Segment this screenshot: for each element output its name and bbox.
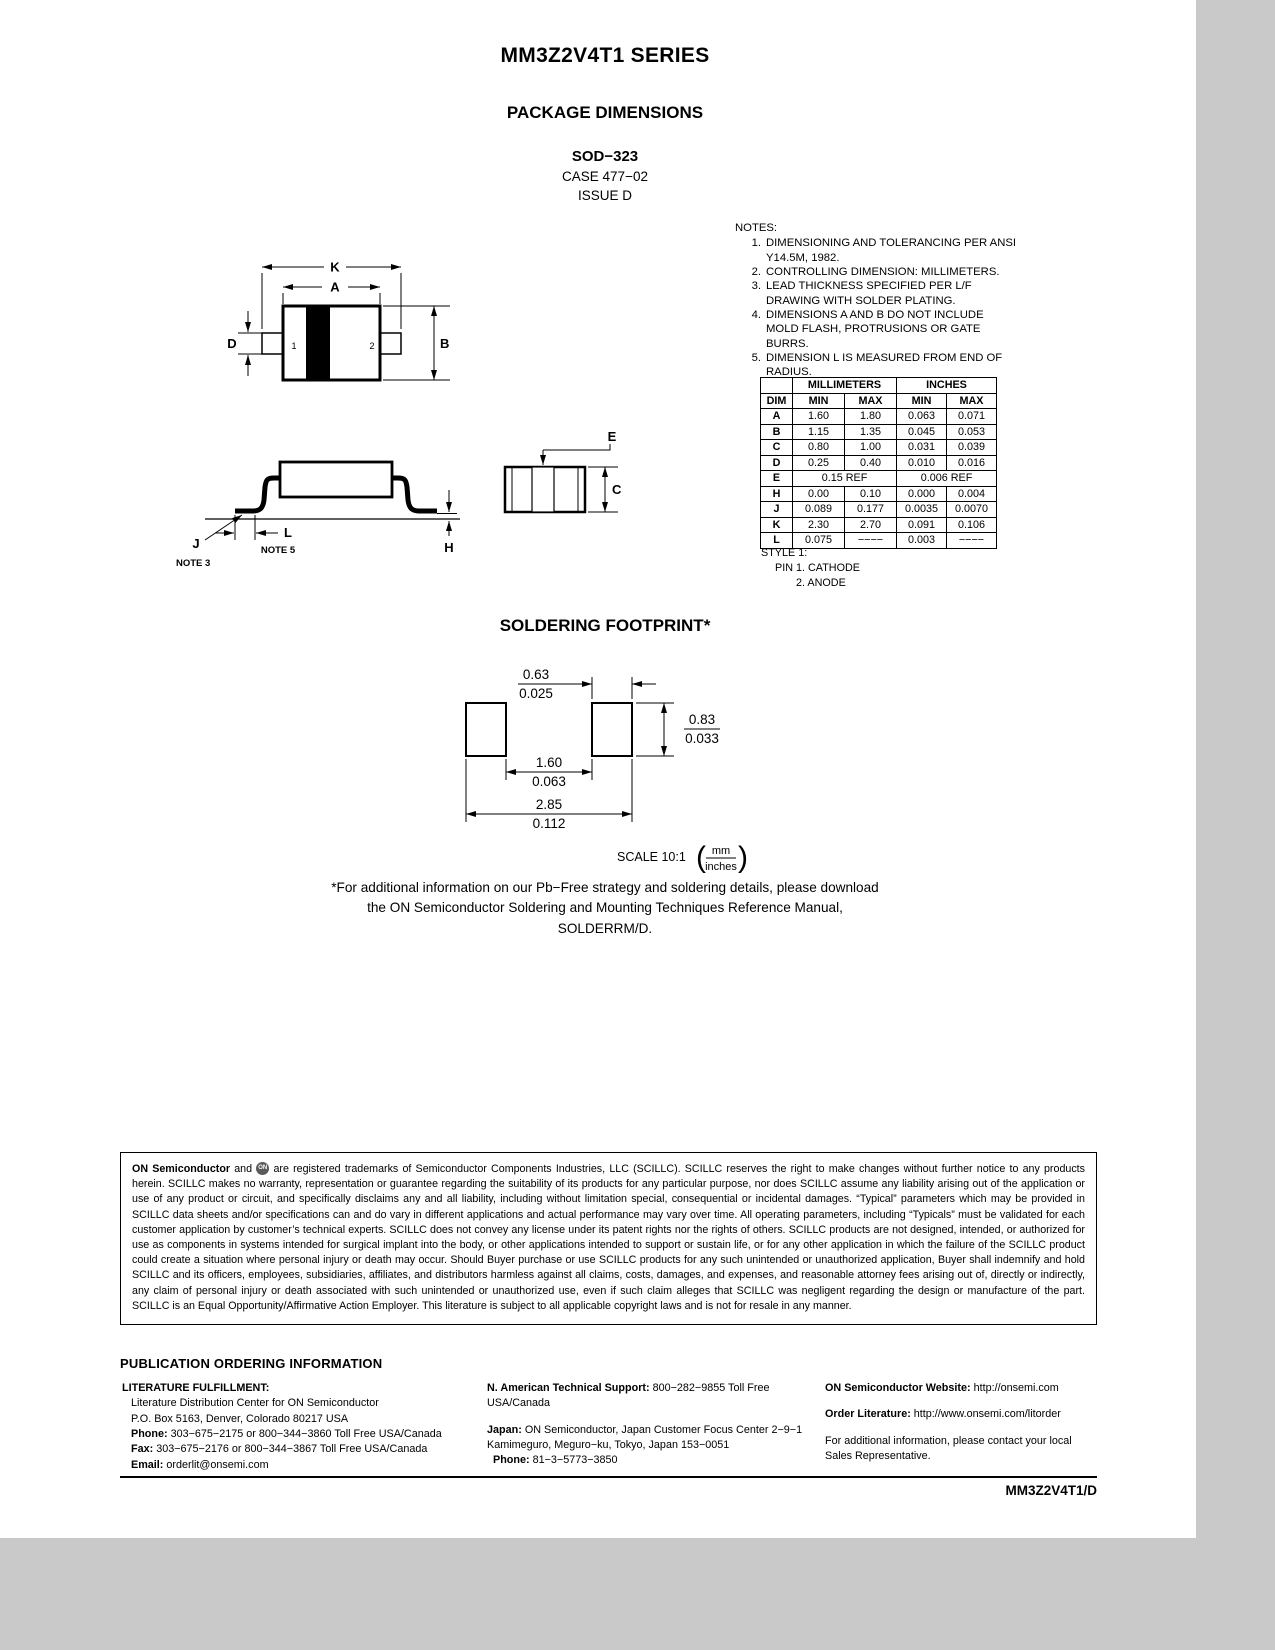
note5-label: NOTE 5 (260, 545, 296, 556)
right-pad (592, 703, 632, 756)
table-cell: 0.010 (897, 455, 947, 471)
table-cell: C (761, 440, 793, 456)
package-body-outline (283, 306, 380, 380)
style1-block (761, 546, 860, 591)
table-cell: 2.30 (793, 517, 845, 533)
table-cell: A (761, 409, 793, 425)
japan-phone (487, 1453, 807, 1468)
dim-table-row (761, 502, 997, 518)
website-line (825, 1381, 1099, 1396)
phone-label: Phone: (131, 1427, 168, 1440)
literature-line2: P.O. Box 5163, Denver, Colorado 80217 USA (131, 1412, 349, 1425)
scale-note (617, 841, 748, 874)
dim-table-row (761, 440, 997, 456)
table-cell: 0.053 (947, 424, 997, 440)
website-label: ON Semiconductor Website: (825, 1382, 971, 1394)
ordering-support-column (487, 1381, 807, 1469)
table-cell: 0.25 (793, 455, 845, 471)
end-view (505, 467, 585, 512)
scale-label: SCALE 10:1 (617, 850, 686, 864)
note3-label: NOTE 3 (176, 558, 211, 569)
pad-height-dimension (636, 703, 720, 756)
pin-2-number: 2 (369, 341, 375, 351)
lead-2 (380, 333, 401, 354)
gap-in: 0.063 (532, 774, 566, 789)
table-cell: 1.80 (845, 409, 897, 425)
dim-label-e: E (607, 429, 617, 444)
table-cell: 1.60 (793, 409, 845, 425)
pad-height-mm: 0.83 (688, 712, 716, 727)
note-item (735, 279, 1017, 308)
dim-table-row (761, 455, 997, 471)
spacer (825, 1396, 1099, 1407)
dim-table-row (761, 424, 997, 440)
dim-table-row (761, 486, 997, 502)
dim-table-group-header-row (761, 378, 997, 394)
footer (120, 1476, 1097, 1498)
document-id: MM3Z2V4T1/D (1005, 1483, 1097, 1498)
legal-body: are registered trademarks of Semiconductor Components Industries, LLC (SCILLC). SCILLC reserves the right to make changes without further notice to any products herein. SCILLC makes no warranty, representation or guarantee regarding the suitability of its products for any particular purpose, nor does SCILLC assume any liability arising out of the application or use of any product or circuit, and specifically disclaims any and all liability, including without limitation special, consequential or incidental damages. “Typical” parameters which may be provided in SCILLC data sheets and/or specifications can and do vary in different applications and actual performance may vary over time. All operating parameters, including “Typicals” must be validated for each customer application by customer’s technical experts. SCILLC does not convey any license under its patent rights nor the rights of others. SCILLC products are not designed, intended, or authorized for use as components in systems intended for surgical implant into the body, or other applications intended to support or sustain life, or for any other application in which the failure of the SCILLC product could create a situation where personal injury or death may occur. Should Buyer purchase or use SCILLC products for any such unintended or unauthorized application, Buyer shall indemnify and hold SCILLC and its officers, employees, subsidiaries, affiliates, and distributors harmless against all claims, costs, damages, and expenses, and reasonable attorney fees arising out of, directly or indirectly, any claim of personal injury or death associated with such unintended or unauthorized use, even if such claim alleges that SCILLC was negligent regarding the design or manufacture of the part. SCILLC is an Equal Opportunity/Affirmative Action Employer. This literature is subject to all applicable copyright laws and is not for resale in any manner. (132, 1163, 1085, 1312)
pbfree-footnote: *For additional information on our Pb−Free strategy and soldering details, please download the ON Semiconductor Soldering and Mounting Techniques Reference Manual, SOLDERRM/D. (331, 880, 879, 936)
page-title: MM3Z2V4T1 SERIES (500, 44, 710, 67)
note-number: 2. (751, 266, 761, 279)
literature-email (131, 1458, 477, 1473)
table-cell: −−−− (845, 533, 897, 549)
package-name: SOD−323 (571, 148, 639, 165)
table-cell: 0.089 (793, 502, 845, 518)
notes-heading: NOTES: (735, 222, 778, 234)
style1-pin1: PIN 1. CATHODE (775, 562, 860, 575)
note-number: 3. (751, 280, 761, 293)
lead-1 (262, 333, 283, 354)
table-cell: 2.70 (845, 517, 897, 533)
table-cell: 0.80 (793, 440, 845, 456)
table-cell: B (761, 424, 793, 440)
ordering-heading: PUBLICATION ORDERING INFORMATION (120, 1356, 383, 1371)
in-max-header: MAX (947, 393, 997, 409)
literature-phone (131, 1427, 477, 1442)
soldering-footprint-title: SOLDERING FOOTPRINT* (499, 616, 711, 635)
phone-value: 303−675−2175 or 800−344−3860 Toll Free USA/Canada (170, 1427, 442, 1440)
note-text: LEAD THICKNESS SPECIFIED PER L/F DRAWING WITH SOLDER PLATING. (766, 280, 972, 307)
table-cell: 0.045 (897, 424, 947, 440)
table-cell: 0.075 (793, 533, 845, 549)
package-side-end-view-drawing (160, 420, 640, 585)
note-item (735, 265, 1017, 279)
table-cell: H (761, 486, 793, 502)
fax-value: 303−675−2176 or 800−344−3867 Toll Free USA/Canada (156, 1443, 428, 1456)
note-item (735, 308, 1017, 351)
dim-table-row (761, 517, 997, 533)
dim-label-j: J (192, 536, 200, 551)
dim-label-b: B (440, 336, 450, 351)
note-text: DIMENSION L IS MEASURED FROM END OF RADIUS. (766, 352, 1003, 379)
soldering-footprint-drawing (440, 650, 770, 878)
dim-label-k: K (330, 259, 340, 275)
fax-label: Fax: (131, 1443, 154, 1456)
pad-height-in: 0.033 (685, 731, 719, 746)
table-cell: 0.003 (897, 533, 947, 549)
note-text: DIMENSIONING AND TOLERANCING PER ANSI Y14.5M, 1982. (766, 237, 1017, 264)
table-cell: 0.016 (947, 455, 997, 471)
table-cell: 0.10 (845, 486, 897, 502)
japan-phone-value: 81−3−5773−3850 (532, 1454, 618, 1467)
in-group-header: INCHES (897, 378, 997, 394)
ordering-literature-column (122, 1381, 477, 1473)
notes-block (735, 221, 1017, 380)
e-dimension (543, 444, 610, 465)
right-gullwing-lead (388, 478, 437, 511)
table-cell: 0.031 (897, 440, 947, 456)
legal-disclaimer (120, 1152, 1097, 1325)
spacer (487, 1412, 807, 1423)
pin-1-number: 1 (291, 341, 297, 351)
section-title: PACKAGE DIMENSIONS (506, 103, 704, 122)
email-link[interactable]: orderlit@onsemi.com (166, 1458, 269, 1471)
d-dimension (238, 311, 262, 376)
package-top-view-drawing (210, 253, 460, 403)
table-cell: 0.40 (845, 455, 897, 471)
table-cell: J (761, 502, 793, 518)
paren-close: ) (738, 841, 748, 874)
table-cell: 1.00 (845, 440, 897, 456)
dim-table-header-row (761, 393, 997, 409)
japan-phone-label: Phone: (493, 1454, 530, 1467)
mm-max-header: MAX (845, 393, 897, 409)
japan-value: ON Semiconductor, Japan Customer Focus Center 2−9−1 Kamimeguro, Meguro−ku, Tokyo, Japan 153−0051 (487, 1423, 803, 1451)
dim-table-row (761, 471, 997, 487)
table-cell: 0.0035 (897, 502, 947, 518)
table-cell: 0.091 (897, 517, 947, 533)
table-cell: 0.063 (897, 409, 947, 425)
table-cell: 0.004 (947, 486, 997, 502)
legal-brand: ON Semiconductor (132, 1163, 231, 1175)
on-logo-text: ON (258, 1165, 268, 1171)
side-view (205, 462, 460, 519)
package-case: CASE 477−02 (562, 169, 648, 184)
table-cell: D (761, 455, 793, 471)
dim-label-l: L (284, 525, 292, 540)
dim-header: DIM (761, 393, 793, 409)
paren-open: ( (696, 841, 706, 874)
ordering-web-column (825, 1381, 1099, 1464)
order-literature-label: Order Literature: (825, 1408, 911, 1421)
table-cell: 0.000 (897, 486, 947, 502)
note-number: 5. (751, 352, 761, 365)
table-cell: 0.071 (947, 409, 997, 425)
note-text: DIMENSIONS A AND B DO NOT INCLUDE MOLD FLASH, PROTRUSIONS OR GATE BURRS. (766, 309, 984, 350)
table-cell: 0.006 REF (897, 471, 997, 487)
left-pad (466, 703, 506, 756)
table-cell: 0.15 REF (793, 471, 897, 487)
table-cell: K (761, 517, 793, 533)
pad-width-in: 0.025 (519, 686, 553, 701)
order-literature-line (825, 1407, 1099, 1422)
japan-support (487, 1423, 807, 1454)
dim-table-row (761, 409, 997, 425)
dim-label-d: D (227, 336, 237, 351)
table-cell: 1.35 (845, 424, 897, 440)
left-gullwing-lead (235, 478, 284, 511)
mm-min-header: MIN (793, 393, 845, 409)
note-number: 4. (751, 309, 761, 322)
email-label: Email: (131, 1458, 164, 1471)
table-cell: E (761, 471, 793, 487)
literature-fax (131, 1442, 477, 1457)
table-cell: L (761, 533, 793, 549)
style1-pin2: 2. ANODE (796, 577, 846, 590)
literature-line1: Literature Distribution Center for ON Semiconductor (131, 1397, 379, 1410)
dim-label-h: H (444, 540, 454, 555)
unit-mm: mm (711, 845, 731, 857)
table-cell: 0.039 (947, 440, 997, 456)
cathode-band (306, 308, 330, 379)
legal-joiner: and (234, 1163, 253, 1175)
unit-inches: inches (705, 861, 737, 873)
contact-note: For additional information, please contact your local Sales Representative. (825, 1434, 1072, 1462)
table-cell: −−−− (947, 533, 997, 549)
literature-title: LITERATURE FULFILLMENT: (122, 1382, 270, 1394)
gap-mm: 1.60 (535, 755, 563, 770)
table-cell: 0.106 (947, 517, 997, 533)
dimension-table (760, 377, 997, 549)
na-support-value: 800−282−9855 Toll Free USA/Canada (487, 1382, 770, 1410)
dim-label-a: A (330, 279, 340, 295)
spacer (825, 1423, 1099, 1434)
na-support (487, 1381, 807, 1412)
website-link[interactable]: http://onsemi.com (973, 1382, 1059, 1394)
note-text: CONTROLLING DIMENSION: MILLIMETERS. (766, 266, 1000, 279)
side-body-outline (280, 462, 392, 497)
on-semiconductor-logo-icon (256, 1162, 269, 1175)
order-literature-link[interactable]: http://www.onsemi.com/litorder (913, 1408, 1061, 1421)
package-issue: ISSUE D (577, 188, 632, 203)
style1-title: STYLE 1: (761, 547, 808, 559)
note-item (735, 236, 1017, 265)
note-item (735, 351, 1017, 380)
table-cell: 0.0070 (947, 502, 997, 518)
japan-label: Japan: (487, 1423, 522, 1436)
overall-in: 0.112 (532, 816, 566, 831)
h-dimension (437, 490, 457, 536)
note-number: 1. (751, 237, 761, 250)
overall-mm: 2.85 (535, 797, 563, 812)
na-support-label: N. American Technical Support: (487, 1382, 650, 1394)
table-cell: 0.177 (845, 502, 897, 518)
dim-label-c: C (612, 482, 622, 497)
pad-width-mm: 0.63 (522, 667, 550, 682)
dim-table-corner-cell (761, 378, 793, 394)
end-lead-band (532, 467, 554, 512)
table-cell: 0.00 (793, 486, 845, 502)
in-min-header: MIN (897, 393, 947, 409)
mm-group-header: MILLIMETERS (793, 378, 897, 394)
table-cell: 1.15 (793, 424, 845, 440)
